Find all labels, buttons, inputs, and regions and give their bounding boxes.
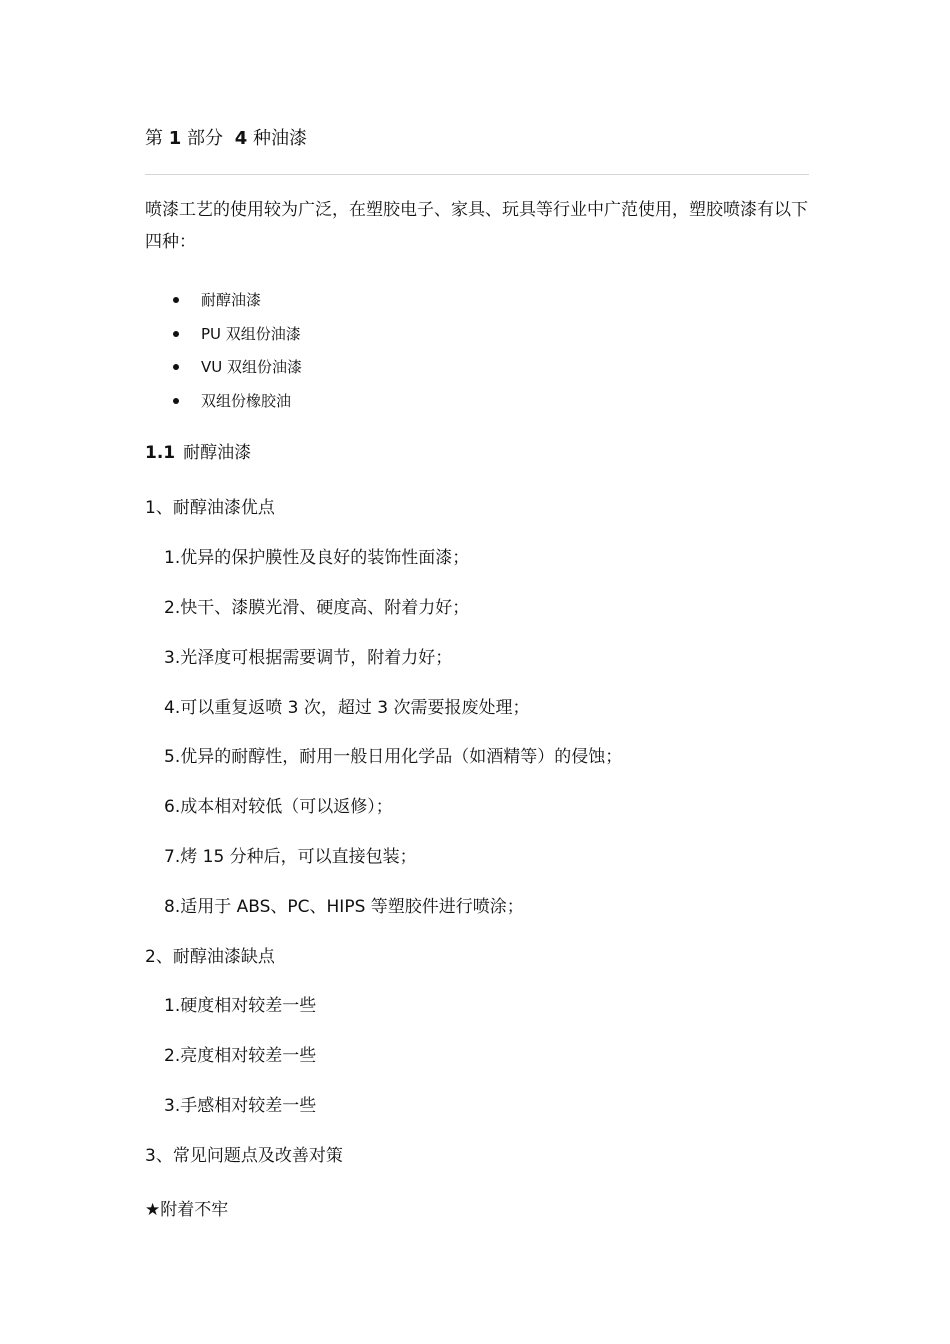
advantage-item: 6.成本相对较低（可以返修）； [164, 797, 393, 817]
list-item-label: VU 双组份油漆 [201, 358, 303, 376]
list-item-label: 耐醇油漆 [201, 291, 262, 309]
heading-divider [145, 174, 809, 175]
bullet-icon [173, 297, 179, 303]
disadvantage-item: 3.手感相对较差一些 [164, 1096, 317, 1116]
advantages-title: 1、耐醇油漆优点 [145, 498, 275, 518]
advantage-item: 1.优异的保护膜性及良好的装饰性面漆； [164, 548, 470, 568]
disadvantage-item: 1.硬度相对较差一些 [164, 996, 317, 1016]
advantage-item: 2.快干、漆膜光滑、硬度高、附着力好； [164, 598, 470, 618]
issue-heading: ★附着不牢 [145, 1200, 229, 1220]
disadvantage-item: 2.亮度相对较差一些 [164, 1046, 317, 1066]
part-heading [145, 126, 307, 152]
part-heading-suffix: 种油漆 [253, 128, 307, 149]
bullet-icon [173, 331, 179, 337]
advantage-item: 3.光泽度可根据需要调节，附着力好； [164, 648, 453, 668]
list-item [145, 387, 302, 421]
section-title: 耐醇油漆 [183, 443, 252, 463]
list-item-label: PU 双组份油漆 [201, 324, 301, 343]
section-heading [145, 440, 251, 466]
list-item [145, 320, 302, 354]
list-item [145, 353, 302, 387]
advantage-item: 7.烤 15 分种后，可以直接包装； [164, 847, 417, 867]
intro-paragraph: 喷漆工艺的使用较为广泛，在塑胶电子、家具、玩具等行业中广范使用，塑胶喷漆有以下四种： [145, 200, 808, 252]
problems-title: 3、常见问题点及改善对策 [145, 1146, 343, 1166]
part-number: 1 [168, 128, 182, 149]
list-item [145, 286, 302, 320]
disadvantages-title: 2、耐醇油漆缺点 [145, 947, 275, 967]
bullet-icon [173, 364, 179, 370]
advantage-item: 5.优异的耐醇性，耐用一般日用化学品（如酒精等）的侵蚀； [164, 747, 623, 767]
part-heading-middle: 部分 [187, 128, 223, 149]
part-heading-prefix: 第 [145, 128, 163, 149]
list-item-label: 双组份橡胶油 [201, 391, 292, 410]
advantage-item: 4.可以重复返喷 3 次，超过 3 次需要报废处理； [164, 698, 530, 718]
paint-type-list [145, 286, 302, 420]
paint-count: 4 [234, 128, 248, 149]
section-number: 1.1 [145, 443, 176, 463]
bullet-icon [173, 398, 179, 404]
advantage-item: 8.适用于 ABS、PC、HIPS 等塑胶件进行喷涂； [164, 897, 524, 917]
